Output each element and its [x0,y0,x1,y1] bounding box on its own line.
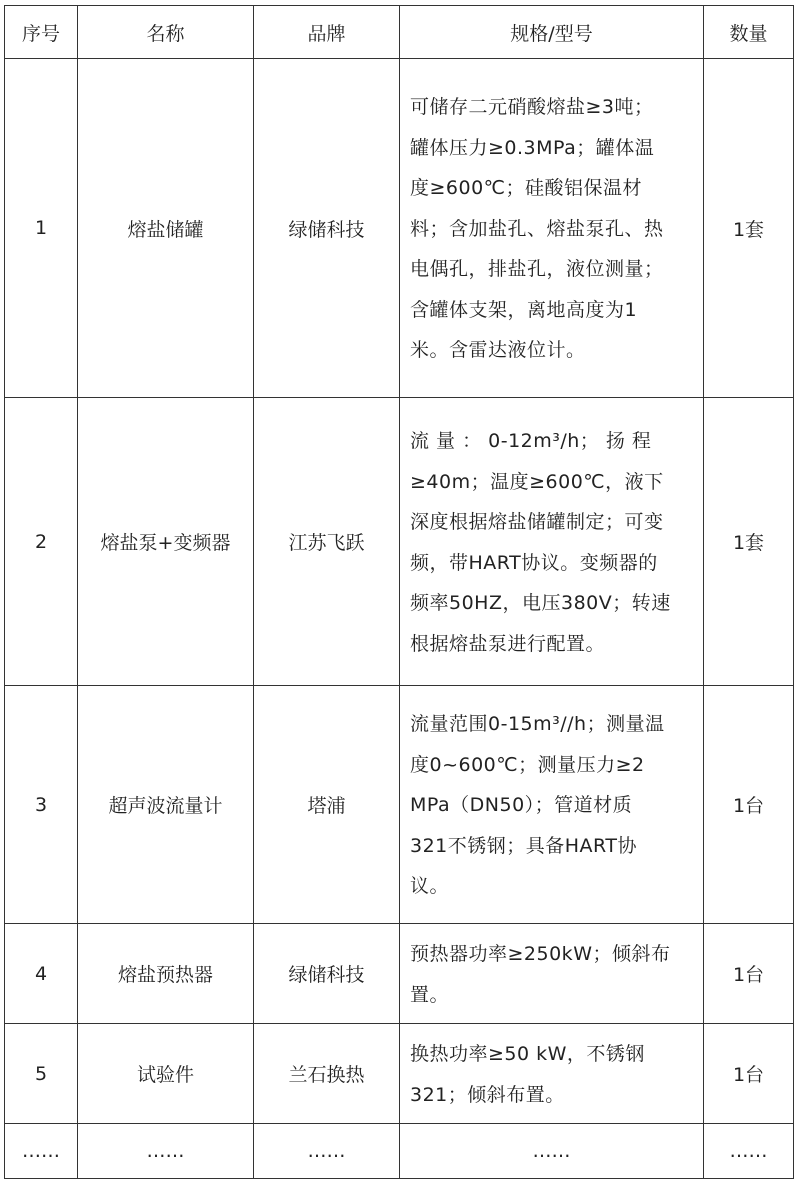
spec-line: 度0~600℃；测量压力≥2 [410,753,645,776]
cell-index: 2 [5,398,78,686]
table-header-row [5,6,794,59]
spec-line: 料；含加盐孔、熔盐泵孔、热 [410,217,664,240]
cell-brand: …… [254,1124,400,1179]
cell-spec [400,924,704,1024]
spec-line: 议。 [410,875,450,898]
table-row [5,59,794,398]
spec-line: 流 量 ： 0-12m³/h； 扬 程 [410,430,652,452]
cell-spec [400,686,704,924]
spec-line: 米。含雷达液位计。 [410,339,586,362]
cell-brand: 塔浦 [254,686,400,924]
spec-line: 流量范围0-15m³//h；测量温 [410,713,665,736]
spec-line: 321不锈钢；具备HART协 [410,834,637,857]
spec-line: 深度根据熔盐储罐制定；可变 [410,511,664,533]
spec-line: MPa（DN50）；管道材质 [410,794,633,817]
header-name: 名称 [78,6,254,59]
spec-line: 换热功率≥50 kW，不锈钢 [410,1043,645,1065]
cell-index: 5 [5,1024,78,1124]
cell-name: 熔盐泵+变频器 [78,398,254,686]
spec-line: 频，带HART协议。变频器的 [410,551,658,574]
spec-line: 根据熔盐泵进行配置。 [410,632,606,655]
cell-index: 4 [5,924,78,1024]
header-brand: 品牌 [254,6,400,59]
spec-line: 含罐体支架，离地高度为1 [410,298,638,321]
cell-brand: 绿储科技 [254,59,400,398]
cell-spec: …… [400,1124,704,1179]
table-row [5,398,794,686]
cell-name: 熔盐储罐 [78,59,254,398]
cell-qty: 1台 [704,924,794,1024]
cell-qty: 1套 [704,59,794,398]
cell-spec [400,59,704,398]
table-row [5,686,794,924]
header-qty: 数量 [704,6,794,59]
cell-name: 熔盐预热器 [78,924,254,1024]
cell-brand: 兰石换热 [254,1024,400,1124]
cell-index: …… [5,1124,78,1179]
cell-name: …… [78,1124,254,1179]
equipment-spec-table [4,5,794,1179]
spec-line: 电偶孔，排盐孔，液位测量； [410,258,664,281]
table-row [5,924,794,1024]
cell-qty: 1套 [704,398,794,686]
header-spec: 规格/型号 [400,6,704,59]
spec-line: 罐体压力≥0.3MPa；罐体温 [410,136,655,159]
cell-qty: 1台 [704,686,794,924]
spec-line: 度≥600℃；硅酸铝保温材 [410,177,643,200]
cell-name: 超声波流量计 [78,686,254,924]
cell-index: 1 [5,59,78,398]
table-row [5,1124,794,1179]
cell-name: 试验件 [78,1024,254,1124]
header-index: 序号 [5,6,78,59]
spec-line: 321；倾斜布置。 [410,1083,565,1106]
table-row [5,1024,794,1124]
spec-line: 置。 [410,983,450,1006]
spec-line: 可储存二元硝酸熔盐≥3吨； [410,96,654,119]
cell-spec [400,1024,704,1124]
cell-brand: 绿储科技 [254,924,400,1024]
spec-line: 频率50HZ，电压380V；转速 [410,592,671,614]
cell-spec [400,398,704,686]
cell-brand: 江苏飞跃 [254,398,400,686]
cell-qty: …… [704,1124,794,1179]
spec-line: 预热器功率≥250kW；倾斜布 [410,943,671,965]
cell-qty: 1台 [704,1024,794,1124]
spec-line: ≥40m；温度≥600℃，液下 [410,470,664,493]
cell-index: 3 [5,686,78,924]
